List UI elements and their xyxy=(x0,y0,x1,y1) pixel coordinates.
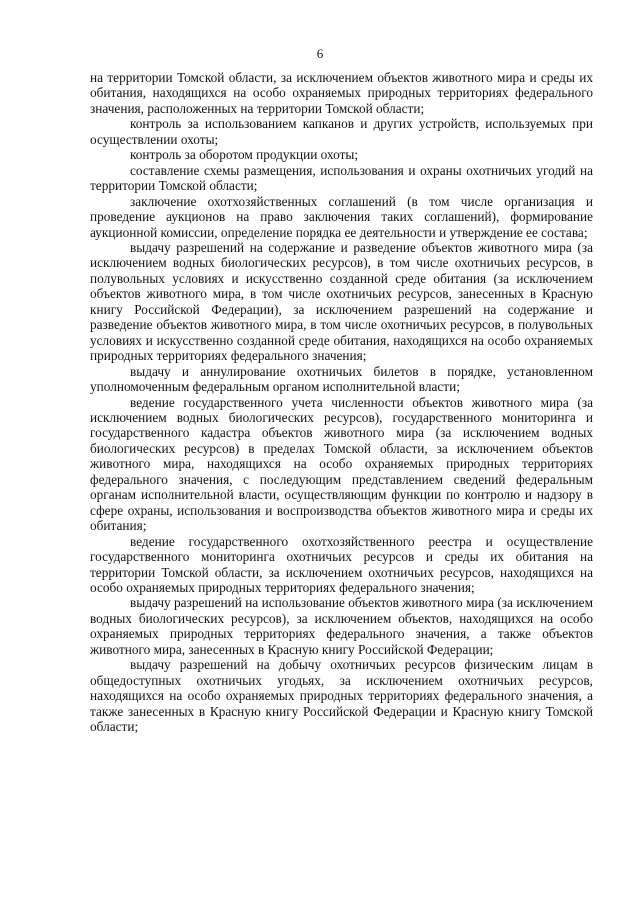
paragraph: контроль за оборотом продукции охоты; xyxy=(130,147,359,163)
paragraph: контроль за использованием капканов и других устройств, используемых при осуществлении охоты; xyxy=(90,116,593,147)
paragraph: на территории Томской области, за исключением объектов животного мира и среды их обитания, находящихся на особо охраняемых природных территориях федерального значения, расположенных на территории Томской области; xyxy=(90,70,593,116)
paragraph: ведение государственного учета численности объектов животного мира (за исключением водных биологических ресурсов), государственного мониторинга и государственного кадастра объектов животного мира (за исключением водных биологических ресурсов) в пределах Томской области, за исключением объектов животного мира, находящихся на особо охраняемых природных территориях федерального значения, с последующим представлением сведений федеральным органам исполнительной власти, осуществляющим функции по контролю и надзору в сфере охраны, использования и воспроизводства объектов животного мира и среды их обитания; xyxy=(90,394,593,534)
paragraph: ведение государственного охотхозяйственного реестра и осуществление государственного мониторинга охотничьих ресурсов и среды их обитания на территории Томской области, за исключением охотничьих ресурсов, находящихся на особо охраняемых природных территориях федерального значения; xyxy=(90,533,593,595)
page-number: 6 xyxy=(316,46,324,61)
paragraph: выдачу разрешений на использование объектов животного мира (за исключением водных биологических ресурсов), за исключением объектов, находящихся на особо охраняемых природных территориях федерального значения, а также объектов животного мира, занесенных в Красную книгу Российской Федерации; xyxy=(90,595,593,657)
paragraph: заключение охотхозяйственных соглашений (в том числе организация и проведение аукционов на право заключения таких соглашений), формирование аукционной комиссии, определение порядка ее деятельности и утверждение ее состава; xyxy=(90,193,593,240)
document-body xyxy=(90,70,593,734)
paragraph: выдачу разрешений на содержание и разведение объектов животного мира (за исключением водных биологических ресурсов), в том числе охотничьих ресурсов, в полувольных условиях и искусственно созданной среде обитания (за исключением объектов животного мира, в том числе охотничьих ресурсов, занесенных в Красную книгу Российской Федерации), за исключением разрешений на содержание и разведение объектов животного мира, в том числе охотничьих ресурсов, в полувольных условиях и искусственно созданной среде обитания, находящихся на особо охраняемых природных территориях федерального значения; xyxy=(90,239,593,364)
paragraph: составление схемы размещения, использования и охраны охотничьих угодий на территории Томской области; xyxy=(90,162,593,194)
paragraph: выдачу разрешений на добычу охотничьих ресурсов физическим лицам в общедоступных охотничьих угодьях, за исключением охотничьих ресурсов, находящихся на особо охраняемых природных территориях федерального значения, а также занесенных в Красную книгу Российской Федерации и Красную книгу Томской области; xyxy=(90,657,593,735)
paragraph: выдачу и аннулирование охотничьих билетов в порядке, установленном уполномоченным федеральным органом исполнительной власти; xyxy=(90,363,593,395)
